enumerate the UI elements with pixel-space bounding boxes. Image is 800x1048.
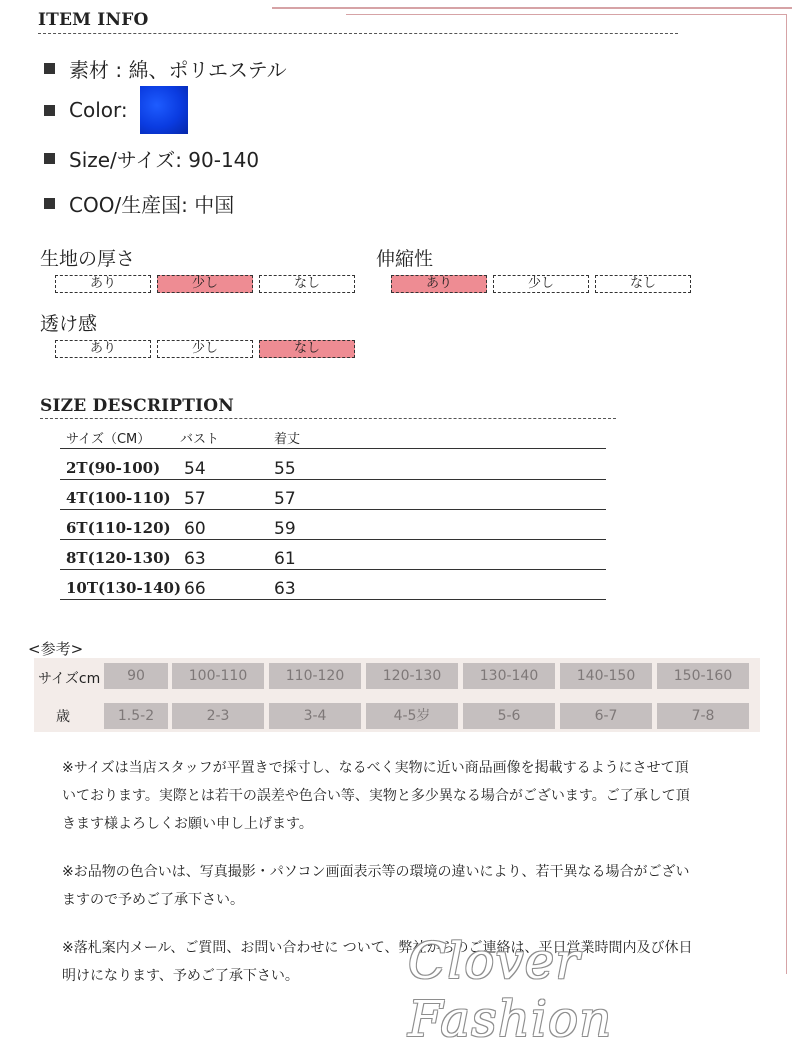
- coo-text: COO/生産国: 中国: [69, 193, 235, 217]
- reference-size-cell: 90: [104, 663, 168, 689]
- reference-age-label: 歳: [56, 709, 70, 725]
- thickness-title: 生地の厚さ: [40, 248, 136, 270]
- thickness-option-sukoshi: 少し: [157, 275, 253, 293]
- reference-table: [34, 658, 760, 732]
- size-text: Size/サイズ: 90-140: [69, 148, 260, 172]
- length-cell: 55: [274, 459, 296, 479]
- size-cell: 2T(90-100): [66, 459, 161, 477]
- reference-size-cell: 150-160: [657, 663, 749, 689]
- note-color: ※お品物の色合いは、写真撮影・パソコン画面表示等の環境の違いにより、若干異なる場合がございますので予めご了承下さい。: [62, 864, 690, 908]
- bust-column-header: バスト: [180, 432, 220, 447]
- table-row: [60, 509, 606, 539]
- reference-age-cell: 6-7: [560, 703, 652, 729]
- bullet-square-icon: [44, 105, 55, 116]
- decorative-line-right: [786, 14, 787, 974]
- sheer-option-ari: あり: [55, 340, 151, 358]
- table-row: [60, 479, 606, 509]
- bust-cell: 63: [184, 549, 206, 569]
- material-text: 素材 : 綿、ポリエステル: [69, 58, 287, 82]
- sheer-title: 透け感: [40, 313, 98, 335]
- table-rule: [60, 599, 606, 600]
- size-cell: 8T(120-130): [66, 549, 171, 567]
- material-row: [44, 54, 287, 83]
- reference-size-cell: 140-150: [560, 663, 652, 689]
- bust-cell: 54: [184, 459, 206, 479]
- length-cell: 61: [274, 549, 296, 569]
- color-row: [44, 86, 188, 134]
- bust-cell: 60: [184, 519, 206, 539]
- note-contact: ※落札案内メール、ご質問、お問い合わせに ついて、弊社からのご連絡は、平日営業時間内及び休日明けになります、予めご了承下さい。: [62, 940, 693, 984]
- note-measurement: ※サイズは当店スタッフが平置きで採寸し、なるべく実物に近い商品画像を掲載するようにさせて頂いております。実際とは若干の誤差や色合い等、実物と多少異なる場合がございます。ご了承して頂きます様よろしくお願い申し上げます。: [62, 760, 690, 832]
- thickness-option-nashi: なし: [259, 275, 355, 293]
- bullet-square-icon: [44, 198, 55, 209]
- size-cell: 10T(130-140): [66, 579, 182, 597]
- reference-title: <参考>: [28, 640, 84, 658]
- coo-row: [44, 189, 234, 218]
- length-cell: 63: [274, 579, 296, 599]
- sheer-option-sukoshi: 少し: [157, 340, 253, 358]
- reference-size-cell: 110-120: [269, 663, 361, 689]
- bullet-square-icon: [44, 63, 55, 74]
- item-info-heading: ITEM INFO: [38, 10, 149, 30]
- item-info-divider: [38, 33, 678, 34]
- size-description-heading: SIZE DESCRIPTION: [40, 396, 235, 416]
- reference-size-cell: 120-130: [366, 663, 458, 689]
- reference-age-cell: 2-3: [172, 703, 264, 729]
- color-label: Color:: [69, 98, 128, 122]
- reference-size-cell: 100-110: [172, 663, 264, 689]
- color-swatch: [140, 86, 188, 134]
- size-cell: 4T(100-110): [66, 489, 171, 507]
- length-cell: 57: [274, 489, 296, 509]
- reference-size-cell: 130-140: [463, 663, 555, 689]
- size-description-divider: [40, 418, 616, 419]
- reference-size-label: サイズcm: [38, 671, 101, 687]
- bust-cell: 57: [184, 489, 206, 509]
- sheer-option-nashi: なし: [259, 340, 355, 358]
- stretch-option-ari: あり: [391, 275, 487, 293]
- stretch-option-sukoshi: 少し: [493, 275, 589, 293]
- reference-age-cell: 1.5-2: [104, 703, 168, 729]
- size-cell: 6T(110-120): [66, 519, 171, 537]
- bullet-square-icon: [44, 153, 55, 164]
- stretch-option-nashi: なし: [595, 275, 691, 293]
- thickness-option-ari: あり: [55, 275, 151, 293]
- decorative-line-inner: [346, 14, 786, 15]
- size-row: [44, 144, 259, 173]
- reference-age-cell: 7-8: [657, 703, 749, 729]
- reference-age-cell: 4-5岁: [366, 703, 458, 729]
- clover-fashion-logo: Clover Fashion: [408, 932, 613, 1048]
- reference-age-cell: 3-4: [269, 703, 361, 729]
- table-row: [60, 539, 606, 569]
- reference-age-cell: 5-6: [463, 703, 555, 729]
- size-column-header: サイズ（CM）: [66, 432, 151, 447]
- table-row: [60, 449, 606, 479]
- table-row: [60, 569, 606, 599]
- bust-cell: 66: [184, 579, 206, 599]
- length-column-header: 着丈: [274, 432, 301, 447]
- stretch-title: 伸縮性: [376, 248, 434, 270]
- length-cell: 59: [274, 519, 296, 539]
- decorative-line-top: [272, 7, 792, 9]
